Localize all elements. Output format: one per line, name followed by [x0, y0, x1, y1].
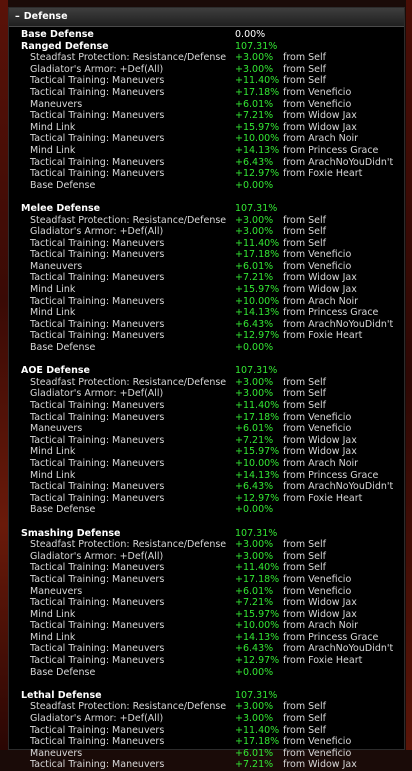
section-total: 107.31%	[235, 365, 278, 377]
defense-row	[9, 504, 404, 516]
defense-row-value: +10.00%	[235, 133, 280, 145]
defense-row-label: Tactical Training: Maneuvers	[30, 110, 165, 122]
defense-row	[9, 75, 404, 87]
defense-row-source: from Self	[283, 388, 326, 400]
defense-row-source: from ArachNoYouDidn't	[283, 643, 394, 655]
defense-row-value: +17.18%	[235, 249, 280, 261]
defense-row-value: +10.00%	[235, 295, 280, 307]
defense-row-value: +3.00%	[235, 713, 274, 725]
defense-row	[9, 597, 404, 609]
defense-row	[9, 330, 404, 342]
defense-row	[9, 296, 404, 308]
defense-row-source: from Self	[283, 226, 326, 238]
defense-list	[9, 27, 404, 771]
defense-row-value: +7.21%	[235, 759, 274, 771]
defense-row	[9, 481, 404, 493]
defense-row-source: from Veneficio	[283, 249, 352, 261]
defense-row	[9, 667, 404, 679]
defense-row-value: +11.40%	[235, 75, 280, 87]
section-header	[9, 365, 404, 377]
defense-row-source: from Self	[283, 52, 326, 64]
defense-row-source: from Veneficio	[283, 423, 352, 435]
defense-row-value: +12.97%	[235, 168, 280, 180]
defense-row	[9, 643, 404, 655]
defense-row	[9, 435, 404, 447]
defense-row-value: +11.40%	[235, 562, 280, 574]
defense-row-label: Steadfast Protection: Resistance/Defense	[30, 52, 227, 64]
defense-row	[9, 725, 404, 737]
defense-row	[9, 145, 404, 157]
defense-row-label: Tactical Training: Maneuvers	[30, 597, 165, 609]
defense-row-label: Mind Link	[30, 307, 76, 319]
defense-row-label: Tactical Training: Maneuvers	[30, 573, 165, 585]
defense-row-value: +17.18%	[235, 573, 280, 585]
defense-row-source: from Self	[283, 539, 326, 551]
defense-row-source: from Princess Grace	[283, 469, 379, 481]
defense-row-label: Mind Link	[30, 121, 76, 133]
defense-row-label: Tactical Training: Maneuvers	[30, 237, 165, 249]
defense-row-source: from ArachNoYouDidn't	[283, 318, 394, 330]
defense-row-source: from Self	[283, 724, 326, 736]
section-title: AOE Defense	[21, 365, 90, 377]
section-title: Lethal Defense	[21, 689, 102, 701]
defense-row-label: Tactical Training: Maneuvers	[30, 492, 165, 504]
defense-row-source: from Veneficio	[283, 260, 352, 272]
defense-row-label: Mind Link	[30, 631, 76, 643]
defense-row-label: Tactical Training: Maneuvers	[30, 156, 165, 168]
defense-row	[9, 470, 404, 482]
section-title: Ranged Defense	[21, 40, 109, 52]
defense-row	[9, 400, 404, 412]
defense-row-source: from Self	[283, 713, 326, 725]
defense-row-label: Tactical Training: Maneuvers	[30, 736, 165, 748]
defense-row-label: Maneuvers	[30, 423, 83, 435]
defense-row-value: +17.18%	[235, 736, 280, 748]
defense-row-label: Tactical Training: Maneuvers	[30, 562, 165, 574]
section-spacer	[9, 191, 404, 203]
defense-row-value: +6.43%	[235, 643, 274, 655]
defense-row-value: +11.40%	[235, 400, 280, 411]
defense-row-value: +14.13%	[235, 307, 280, 319]
defense-row-label: Maneuvers	[30, 98, 83, 110]
defense-row-source: from Widow Jax	[283, 434, 357, 446]
defense-row-source: from ArachNoYouDidn't	[283, 481, 394, 493]
defense-row-label: Mind Link	[30, 284, 76, 296]
defense-row-value: +3.00%	[235, 214, 274, 226]
defense-row-value: +15.97%	[235, 608, 280, 620]
defense-row-source: from Self	[283, 562, 326, 574]
section-spacer	[9, 516, 404, 528]
defense-row-label: Tactical Training: Maneuvers	[30, 655, 165, 667]
base-defense-label: Base Defense	[21, 29, 94, 40]
defense-row-label: Maneuvers	[30, 747, 83, 759]
defense-row-source: from Foxie Heart	[283, 330, 363, 342]
defense-row	[9, 655, 404, 667]
defense-row-label: Tactical Training: Maneuvers	[30, 86, 165, 98]
defense-row	[9, 122, 404, 134]
defense-row-source: from Veneficio	[283, 86, 352, 98]
defense-row-source: from Veneficio	[283, 747, 352, 759]
defense-row-source: from Arach Noir	[283, 133, 359, 145]
defense-row-label: Maneuvers	[30, 260, 83, 272]
defense-row-value: +7.21%	[235, 272, 274, 284]
defense-row-source: from Widow Jax	[283, 284, 357, 296]
defense-row-label: Tactical Training: Maneuvers	[30, 318, 165, 330]
defense-row-label: Tactical Training: Maneuvers	[30, 724, 165, 736]
panel-header[interactable]	[9, 8, 404, 27]
defense-row	[9, 249, 404, 261]
section-header	[9, 41, 404, 53]
panel-title: Defense	[23, 11, 68, 23]
defense-row-value: +10.00%	[235, 457, 280, 469]
defense-row	[9, 110, 404, 122]
defense-row-source: from Veneficio	[283, 573, 352, 585]
defense-row-source: from Veneficio	[283, 411, 352, 423]
defense-row-label: Tactical Training: Maneuvers	[30, 620, 165, 632]
defense-row	[9, 701, 404, 713]
defense-row-value: +7.21%	[235, 110, 274, 122]
defense-row-source: from Self	[283, 214, 326, 226]
defense-row-label: Mind Link	[30, 446, 76, 458]
defense-row-source: from Self	[283, 400, 326, 411]
defense-row-source: from Widow Jax	[283, 597, 357, 609]
defense-row-source: from Self	[283, 237, 326, 249]
base-defense-row	[9, 29, 404, 41]
defense-row-label: Base Defense	[30, 666, 96, 678]
defense-row	[9, 446, 404, 458]
defense-row-label: Steadfast Protection: Resistance/Defense	[30, 539, 227, 551]
defense-row-label: Steadfast Protection: Resistance/Defense	[30, 376, 227, 388]
defense-row-value: +6.43%	[235, 318, 274, 330]
defense-row	[9, 493, 404, 505]
defense-row	[9, 562, 404, 574]
defense-row-source: from Widow Jax	[283, 272, 357, 284]
defense-row-value: +0.00%	[235, 504, 274, 516]
defense-row-value: +12.97%	[235, 655, 280, 667]
defense-row	[9, 574, 404, 586]
defense-row-value: +7.21%	[235, 597, 274, 609]
section-spacer	[9, 354, 404, 366]
defense-row-source: from Self	[283, 550, 326, 562]
defense-row	[9, 388, 404, 400]
defense-row-source: from Self	[283, 376, 326, 388]
defense-row-value: +3.00%	[235, 701, 274, 713]
defense-row-label: Gladiator's Armor: +Def(All)	[30, 713, 164, 725]
defense-row-value: +15.97%	[235, 121, 280, 133]
defense-row-value: +15.97%	[235, 284, 280, 296]
defense-row	[9, 64, 404, 76]
defense-row-source: from Foxie Heart	[283, 655, 363, 667]
defense-row	[9, 226, 404, 238]
defense-row-label: Tactical Training: Maneuvers	[30, 759, 165, 771]
defense-row-source: from Princess Grace	[283, 631, 379, 643]
defense-row	[9, 713, 404, 725]
defense-row	[9, 748, 404, 760]
defense-row-value: +3.00%	[235, 550, 274, 562]
section-total: 107.31%	[235, 202, 278, 214]
defense-row-label: Tactical Training: Maneuvers	[30, 133, 165, 145]
defense-row-label: Tactical Training: Maneuvers	[30, 75, 165, 87]
defense-row-label: Base Defense	[30, 342, 96, 354]
defense-row-label: Tactical Training: Maneuvers	[30, 272, 165, 284]
defense-row-value: +0.00%	[235, 666, 274, 678]
defense-row-label: Gladiator's Armor: +Def(All)	[30, 388, 164, 400]
defense-row-value: +6.43%	[235, 156, 274, 168]
defense-row	[9, 157, 404, 169]
defense-row	[9, 342, 404, 354]
defense-row-label: Tactical Training: Maneuvers	[30, 168, 165, 180]
defense-row-label: Tactical Training: Maneuvers	[30, 643, 165, 655]
defense-row	[9, 632, 404, 644]
section-total: 107.31%	[235, 527, 278, 539]
defense-row	[9, 609, 404, 621]
defense-row	[9, 307, 404, 319]
defense-row-label: Tactical Training: Maneuvers	[30, 249, 165, 261]
defense-row	[9, 180, 404, 192]
defense-row	[9, 319, 404, 331]
defense-row-source: from Veneficio	[283, 736, 352, 748]
defense-row-source: from Widow Jax	[283, 110, 357, 122]
defense-row-label: Tactical Training: Maneuvers	[30, 330, 165, 342]
background-right-edge	[406, 0, 412, 750]
defense-row-label: Mind Link	[30, 608, 76, 620]
defense-row-source: from Self	[283, 63, 326, 75]
defense-row	[9, 272, 404, 284]
defense-row-value: +12.97%	[235, 492, 280, 504]
defense-row	[9, 52, 404, 64]
defense-row	[9, 168, 404, 180]
defense-row-value: +15.97%	[235, 446, 280, 458]
defense-row-source: from Arach Noir	[283, 295, 359, 307]
defense-row-source: from Widow Jax	[283, 121, 357, 133]
defense-row-value: +0.00%	[235, 179, 274, 191]
defense-row-source: from Arach Noir	[283, 620, 359, 632]
defense-row	[9, 539, 404, 551]
defense-row	[9, 736, 404, 748]
defense-row-label: Tactical Training: Maneuvers	[30, 457, 165, 469]
defense-row	[9, 412, 404, 424]
defense-row-value: +6.01%	[235, 585, 274, 597]
defense-row-source: from Princess Grace	[283, 307, 379, 319]
defense-row-source: from ArachNoYouDidn't	[283, 156, 394, 168]
defense-row-source: from Veneficio	[283, 98, 352, 110]
defense-row-source: from Widow Jax	[283, 446, 357, 458]
defense-row	[9, 759, 404, 771]
defense-row-value: +3.00%	[235, 388, 274, 400]
defense-row-source: from Arach Noir	[283, 457, 359, 469]
defense-row	[9, 284, 404, 296]
defense-row	[9, 458, 404, 470]
defense-row-source: from Self	[283, 701, 326, 713]
defense-row	[9, 620, 404, 632]
defense-row-label: Gladiator's Armor: +Def(All)	[30, 550, 164, 562]
defense-panel	[8, 7, 405, 771]
defense-row-value: +14.13%	[235, 469, 280, 481]
section-title: Melee Defense	[21, 202, 101, 214]
defense-row-value: +3.00%	[235, 226, 274, 238]
defense-row-value: +6.01%	[235, 98, 274, 110]
defense-row-value: +6.01%	[235, 260, 274, 272]
defense-row	[9, 261, 404, 273]
defense-row-value: +7.21%	[235, 434, 274, 446]
section-header	[9, 203, 404, 215]
defense-row	[9, 215, 404, 227]
defense-row	[9, 423, 404, 435]
defense-row-value: +6.43%	[235, 481, 274, 493]
defense-row-source: from Widow Jax	[283, 608, 357, 620]
defense-row-value: +6.01%	[235, 423, 274, 435]
defense-row-value: +3.00%	[235, 539, 274, 551]
section-title: Smashing Defense	[21, 527, 121, 539]
defense-row	[9, 99, 404, 111]
defense-row-label: Base Defense	[30, 179, 96, 191]
defense-row-value: +17.18%	[235, 411, 280, 423]
defense-row-value: +3.00%	[235, 63, 274, 75]
defense-row-value: +6.01%	[235, 747, 274, 759]
defense-row-value: +0.00%	[235, 342, 274, 354]
defense-row-label: Tactical Training: Maneuvers	[30, 411, 165, 423]
section-total: 107.31%	[235, 689, 278, 701]
defense-row-source: from Self	[283, 75, 326, 87]
defense-row-label: Tactical Training: Maneuvers	[30, 295, 165, 307]
defense-row-label: Tactical Training: Maneuvers	[30, 481, 165, 493]
defense-row-source: from Foxie Heart	[283, 168, 363, 180]
section-header	[9, 528, 404, 540]
defense-row-value: +14.13%	[235, 631, 280, 643]
defense-row-label: Mind Link	[30, 144, 76, 156]
defense-row-label: Tactical Training: Maneuvers	[30, 400, 165, 411]
defense-row-label: Gladiator's Armor: +Def(All)	[30, 63, 164, 75]
section-header	[9, 690, 404, 702]
defense-row-value: +12.97%	[235, 330, 280, 342]
defense-row-label: Gladiator's Armor: +Def(All)	[30, 226, 164, 238]
defense-row-value: +17.18%	[235, 86, 280, 98]
collapse-icon[interactable]: –	[15, 11, 20, 23]
defense-row-value: +3.00%	[235, 52, 274, 64]
defense-row-value: +10.00%	[235, 620, 280, 632]
defense-row-source: from Widow Jax	[283, 759, 357, 771]
defense-row-value: +14.13%	[235, 144, 280, 156]
defense-row-value: +11.40%	[235, 237, 280, 249]
defense-row	[9, 87, 404, 99]
defense-row-label: Steadfast Protection: Resistance/Defense	[30, 701, 227, 713]
defense-row-label: Maneuvers	[30, 585, 83, 597]
defense-row	[9, 586, 404, 598]
base-defense-value: 0.00%	[235, 29, 266, 40]
defense-row-value: +11.40%	[235, 724, 280, 736]
defense-row-label: Base Defense	[30, 504, 96, 516]
defense-row-label: Tactical Training: Maneuvers	[30, 434, 165, 446]
defense-row-value: +3.00%	[235, 376, 274, 388]
defense-row-label: Mind Link	[30, 469, 76, 481]
defense-row-label: Steadfast Protection: Resistance/Defense	[30, 214, 227, 226]
section-total: 107.31%	[235, 40, 278, 52]
defense-row	[9, 551, 404, 563]
section-spacer	[9, 678, 404, 690]
defense-row	[9, 238, 404, 250]
background-left-edge	[0, 0, 8, 750]
defense-row-source: from Veneficio	[283, 585, 352, 597]
defense-row	[9, 133, 404, 145]
defense-row-source: from Foxie Heart	[283, 492, 363, 504]
defense-row	[9, 377, 404, 389]
defense-row-source: from Princess Grace	[283, 144, 379, 156]
